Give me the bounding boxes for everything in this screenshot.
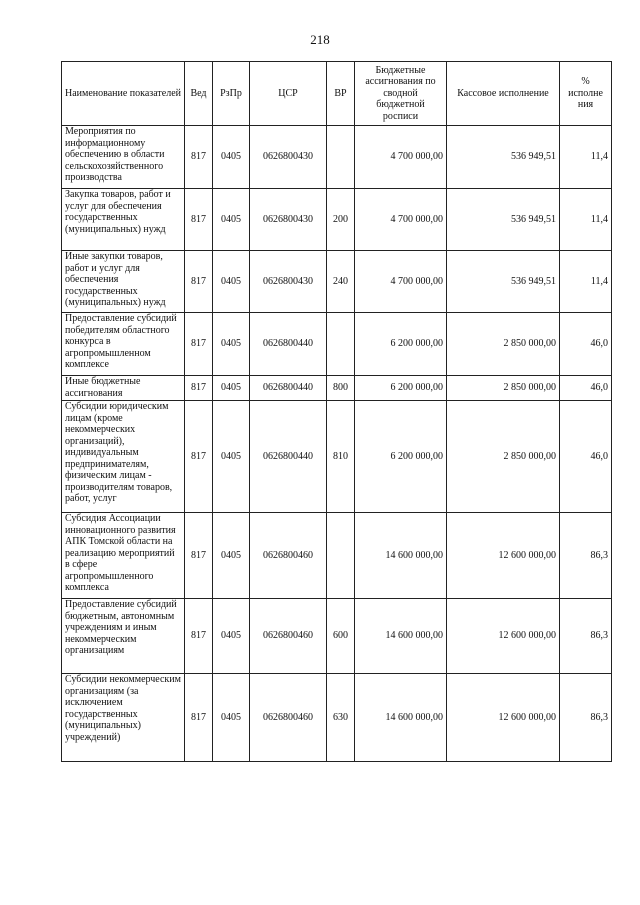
row-budget: 4 700 000,00 <box>355 126 447 189</box>
table-row <box>62 251 612 313</box>
row-csr: 0626800460 <box>250 674 327 762</box>
row-budget: 14 600 000,00 <box>355 599 447 674</box>
row-rzpr: 0405 <box>213 376 250 401</box>
row-cash: 2 850 000,00 <box>447 313 560 376</box>
header-budget: Бюджетные ассигнования по сводной бюджетной росписи <box>355 62 447 126</box>
row-percent: 46,0 <box>560 313 612 376</box>
row-csr: 0626800440 <box>250 376 327 401</box>
row-cash: 2 850 000,00 <box>447 376 560 401</box>
row-name: Закупка товаров, работ и услуг для обеспечения государственных (муниципальных) нужд <box>62 189 185 251</box>
row-ved: 817 <box>185 513 213 599</box>
budget-table <box>61 61 612 762</box>
row-name: Субсидии некоммерческим организациям (за исключением государственных (муниципальных) учреждений) <box>62 674 185 762</box>
row-rzpr: 0405 <box>213 674 250 762</box>
row-ved: 817 <box>185 376 213 401</box>
row-budget: 6 200 000,00 <box>355 313 447 376</box>
row-percent: 86,3 <box>560 513 612 599</box>
row-budget: 6 200 000,00 <box>355 376 447 401</box>
row-name: Иные бюджетные ассигнования <box>62 376 185 401</box>
row-vr: 810 <box>327 401 355 513</box>
row-rzpr: 0405 <box>213 313 250 376</box>
row-budget: 4 700 000,00 <box>355 189 447 251</box>
row-csr: 0626800440 <box>250 401 327 513</box>
row-ved: 817 <box>185 401 213 513</box>
header-rzpr: РзПр <box>213 62 250 126</box>
row-cash: 536 949,51 <box>447 189 560 251</box>
row-rzpr: 0405 <box>213 251 250 313</box>
header-vr: ВР <box>327 62 355 126</box>
row-ved: 817 <box>185 313 213 376</box>
table-row <box>62 599 612 674</box>
row-vr <box>327 513 355 599</box>
header-name: Наименование показателей <box>62 62 185 126</box>
row-cash: 2 850 000,00 <box>447 401 560 513</box>
header-ved: Вед <box>185 62 213 126</box>
row-vr: 240 <box>327 251 355 313</box>
row-percent: 86,3 <box>560 599 612 674</box>
row-cash: 536 949,51 <box>447 251 560 313</box>
row-rzpr: 0405 <box>213 126 250 189</box>
row-csr: 0626800460 <box>250 599 327 674</box>
row-percent: 11,4 <box>560 251 612 313</box>
table-row <box>62 189 612 251</box>
header-percent: % исполне ния <box>560 62 612 126</box>
row-name: Предоставление субсидий бюджетным, автономным учреждениям и иным некоммерческим организациям <box>62 599 185 674</box>
row-ved: 817 <box>185 126 213 189</box>
row-percent: 46,0 <box>560 376 612 401</box>
row-cash: 12 600 000,00 <box>447 674 560 762</box>
row-name: Предоставление субсидий победителям областного конкурса в агропромышленном комплексе <box>62 313 185 376</box>
row-vr: 600 <box>327 599 355 674</box>
row-rzpr: 0405 <box>213 599 250 674</box>
row-cash: 12 600 000,00 <box>447 513 560 599</box>
row-percent: 86,3 <box>560 674 612 762</box>
row-vr: 630 <box>327 674 355 762</box>
row-csr: 0626800430 <box>250 251 327 313</box>
header-csr: ЦСР <box>250 62 327 126</box>
table-row <box>62 401 612 513</box>
row-csr: 0626800440 <box>250 313 327 376</box>
table-row <box>62 674 612 762</box>
row-name: Субсидия Ассоциации инновационного развития АПК Томской области на реализацию мероприятий в сфере агропромышленного комплекса <box>62 513 185 599</box>
row-name: Мероприятия по информационному обеспечению в области сельскохозяйственного производства <box>62 126 185 189</box>
row-vr: 200 <box>327 189 355 251</box>
table-row <box>62 376 612 401</box>
row-rzpr: 0405 <box>213 513 250 599</box>
row-name: Иные закупки товаров, работ и услуг для обеспечения государственных (муниципальных) нужд <box>62 251 185 313</box>
row-cash: 536 949,51 <box>447 126 560 189</box>
row-ved: 817 <box>185 599 213 674</box>
row-budget: 4 700 000,00 <box>355 251 447 313</box>
row-vr <box>327 313 355 376</box>
table-row <box>62 313 612 376</box>
row-vr: 800 <box>327 376 355 401</box>
table-row <box>62 126 612 189</box>
header-cash: Кассовое исполнение <box>447 62 560 126</box>
row-csr: 0626800430 <box>250 126 327 189</box>
row-rzpr: 0405 <box>213 401 250 513</box>
row-percent: 11,4 <box>560 126 612 189</box>
table-header-row <box>62 62 612 126</box>
row-percent: 46,0 <box>560 401 612 513</box>
row-name: Субсидии юридическим лицам (кроме некоммерческих организаций), индивидуальным предпринимателям, физическим лицам - производителям товаров, работ, услуг <box>62 401 185 513</box>
row-cash: 12 600 000,00 <box>447 599 560 674</box>
table-row <box>62 513 612 599</box>
row-vr <box>327 126 355 189</box>
row-ved: 817 <box>185 674 213 762</box>
row-budget: 6 200 000,00 <box>355 401 447 513</box>
row-rzpr: 0405 <box>213 189 250 251</box>
row-ved: 817 <box>185 251 213 313</box>
row-csr: 0626800430 <box>250 189 327 251</box>
row-budget: 14 600 000,00 <box>355 674 447 762</box>
row-percent: 11,4 <box>560 189 612 251</box>
row-csr: 0626800460 <box>250 513 327 599</box>
row-ved: 817 <box>185 189 213 251</box>
page-number: 218 <box>310 32 330 47</box>
row-budget: 14 600 000,00 <box>355 513 447 599</box>
